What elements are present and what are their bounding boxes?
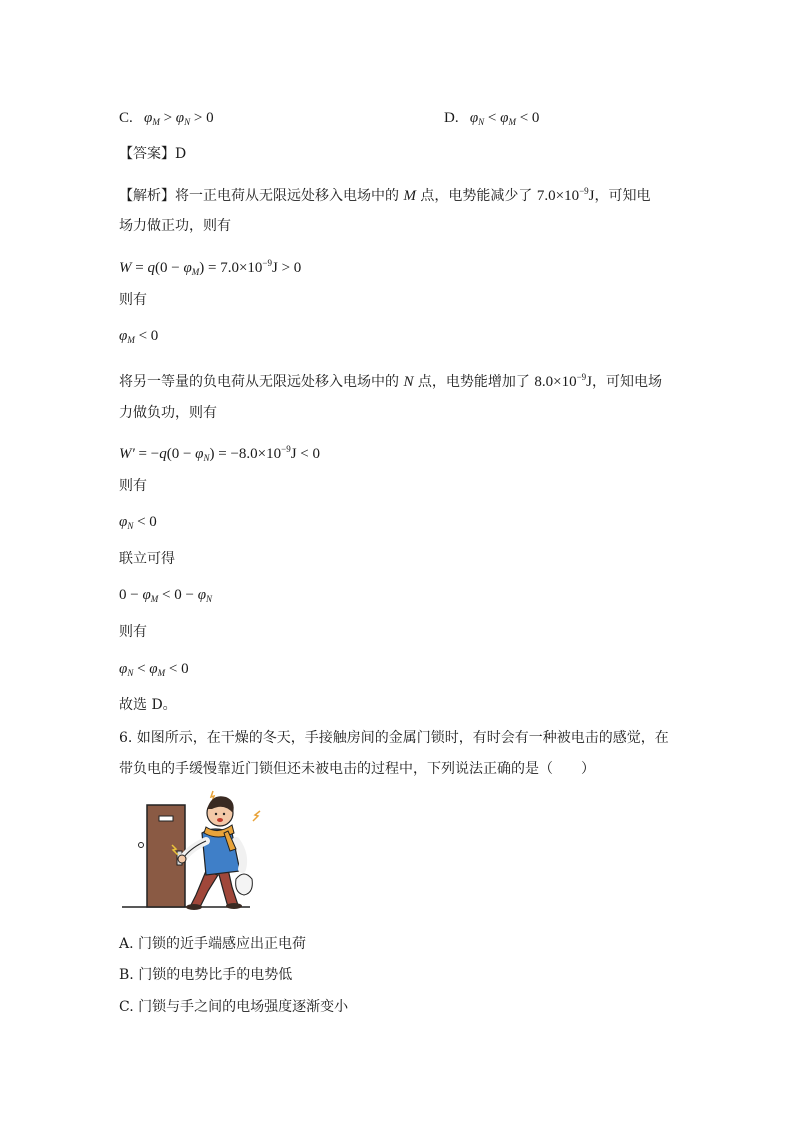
equation-2: $\varphi_M < 0$ xyxy=(119,328,159,345)
question6-option-b: B. 门锁的电势比手的电势低 xyxy=(119,967,293,983)
var-m: M xyxy=(403,188,416,204)
shoe-left xyxy=(186,904,202,910)
then-line-2: 则有 xyxy=(119,478,147,494)
analysis-text: ，可知电 xyxy=(594,188,651,204)
equation-4: $\varphi_N < 0$ xyxy=(119,514,157,531)
door-sign xyxy=(159,816,173,821)
question6-option-c: C. 门锁与手之间的电场强度逐渐变小 xyxy=(119,999,349,1015)
analysis-para1-line1 xyxy=(119,181,651,206)
equation-1: $W = q(0 - \varphi_M) = 7.0\times 10^{-9}J > 0$ xyxy=(119,258,302,277)
answer-label: 【答案】 xyxy=(119,146,175,162)
option-d-prev: D. $\varphi_N < \varphi_M < 0$ xyxy=(444,110,540,127)
person-eye xyxy=(215,813,217,815)
spark-icon xyxy=(253,811,260,821)
analysis-para1-line2: 场力做正功，则有 xyxy=(119,218,231,234)
then-line-3: 则有 xyxy=(119,624,147,640)
analysis-label: 【解析】 xyxy=(119,188,175,204)
answer-value: D xyxy=(175,146,187,162)
option-letter: C. xyxy=(119,110,133,126)
equation-5: $0 - \varphi_M < 0 - \varphi_N$ xyxy=(119,587,213,604)
person-mouth xyxy=(217,818,223,822)
person-leg-left xyxy=(190,871,218,907)
conclusion-line: 故选 D。 xyxy=(119,697,177,713)
person-arm xyxy=(184,841,206,857)
analysis-text: 将一正电荷从无限远处移入电场中的 xyxy=(175,188,399,204)
door-shock-illustration xyxy=(120,783,270,913)
option-c-prev: C. $\varphi_M > \varphi_N > 0$ xyxy=(119,110,214,127)
question6-line1: 6. 如图所示，在干燥的冬天，手接触房间的金属门锁时，有时会有一种被电击的感觉，在 xyxy=(119,730,669,746)
person-leg-right xyxy=(218,869,238,907)
analysis-para2-line2: 力做负功，则有 xyxy=(119,405,217,421)
analysis-text: 将另一等量的负电荷从无限远处移入电场中的 xyxy=(119,374,399,390)
door-frame-knob xyxy=(139,843,144,848)
question6-line2: 带负电的手缓慢靠近门锁但还未被电击的过程中，下列说法正确的是（ ） xyxy=(119,761,595,777)
person-eye xyxy=(223,813,225,815)
equation-3: $W' = -q(0 - \varphi_N) = -8.0\times 10^{-9}J < 0$ xyxy=(119,444,320,463)
option-letter: D. xyxy=(444,110,459,126)
combine-line: 联立可得 xyxy=(119,551,175,567)
bag xyxy=(236,874,253,895)
then-line-1: 则有 xyxy=(119,292,147,308)
analysis-text: ，可知电场 xyxy=(592,374,663,390)
energy-increase-value: $8.0\times 10^{-9}J$ xyxy=(534,372,593,390)
analysis-para2-line1 xyxy=(119,367,662,392)
equation-6: $\varphi_N < \varphi_M < 0$ xyxy=(119,661,189,678)
analysis-text: 点，电势能减少了 xyxy=(420,188,533,204)
question6-option-a: A. 门锁的近手端感应出正电荷 xyxy=(119,936,307,952)
energy-decrease-value: $7.0\times 10^{-9}J$ xyxy=(536,186,595,204)
analysis-text: 点，电势能增加了 xyxy=(417,374,530,390)
person-hand xyxy=(178,855,186,863)
answer-line xyxy=(119,144,186,164)
shoe-right xyxy=(226,903,242,909)
var-n: N xyxy=(403,374,414,390)
